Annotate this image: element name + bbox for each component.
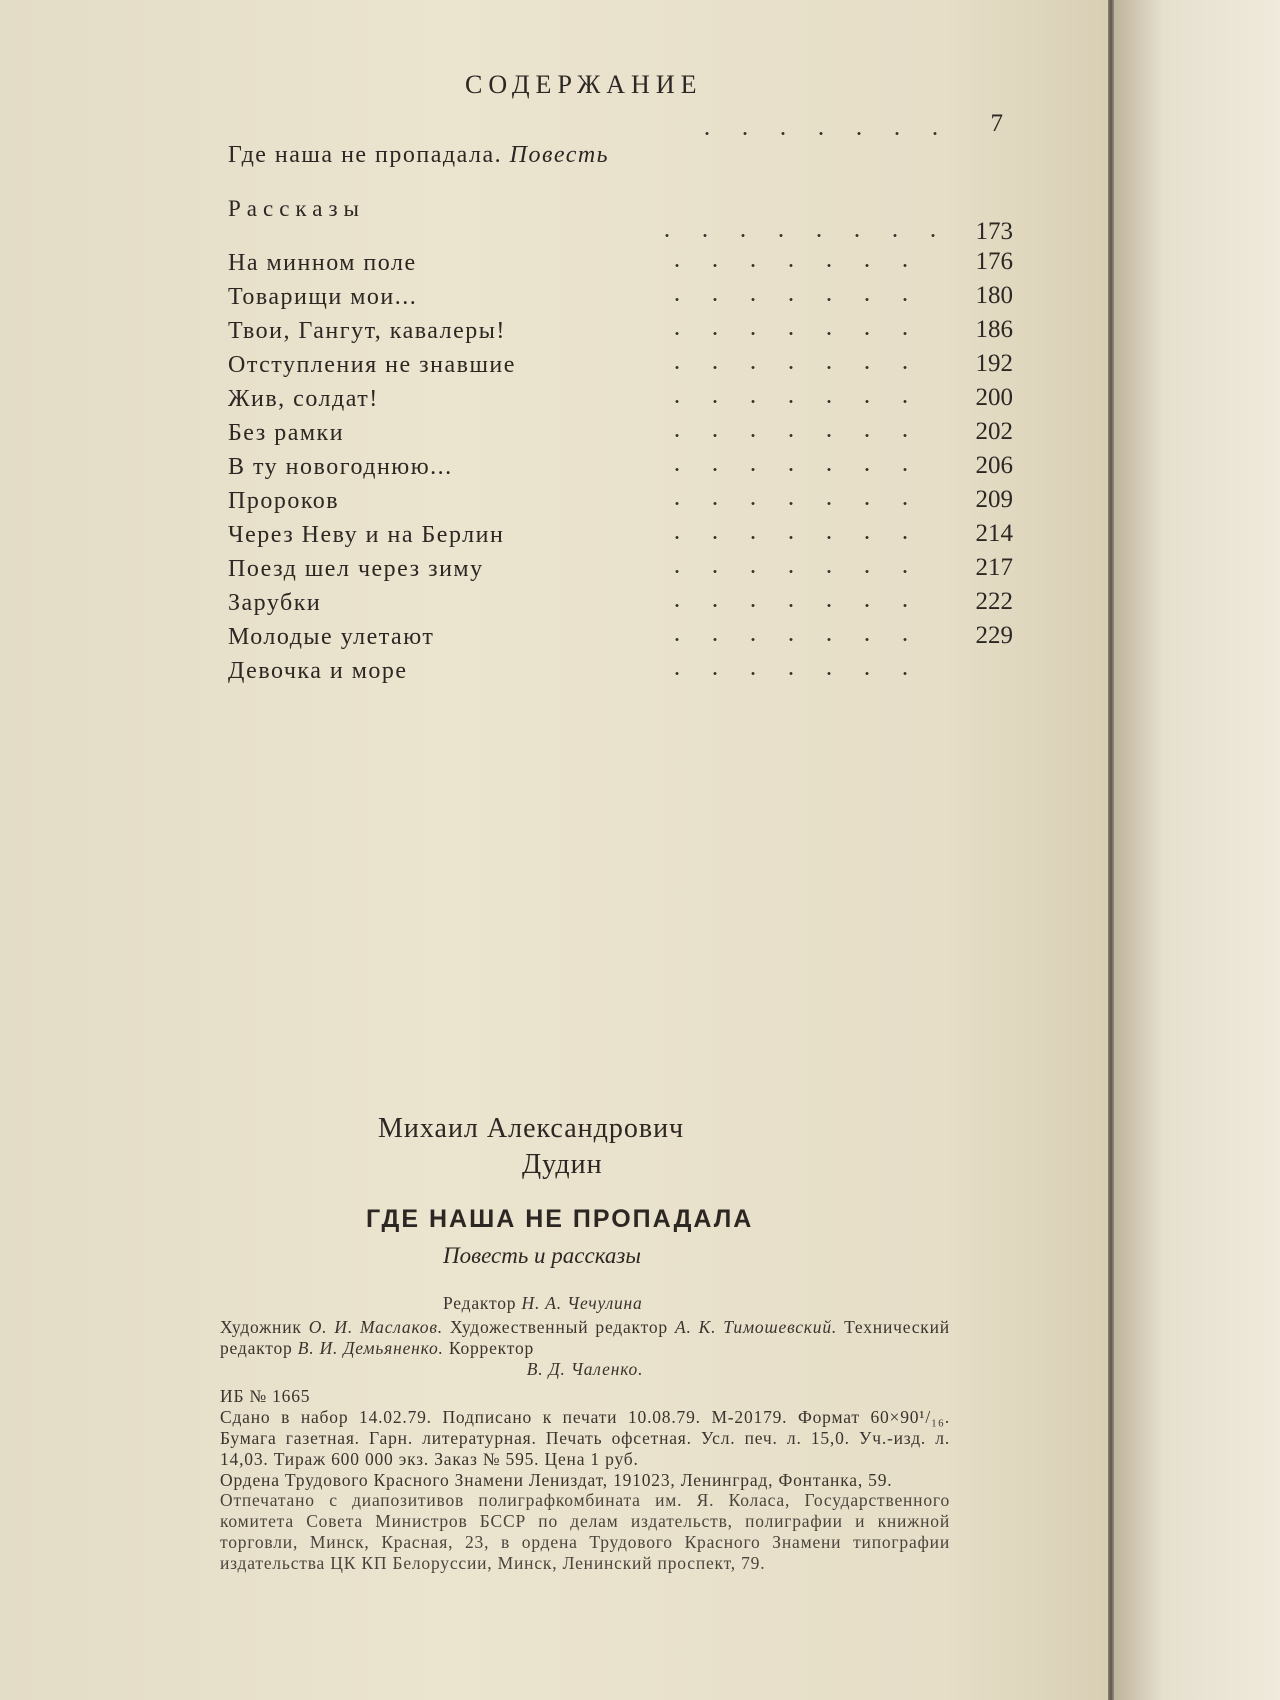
toc-entry xyxy=(228,318,1013,352)
book-title: ГДЕ НАША НЕ ПРОПАДАЛА xyxy=(366,1205,754,1233)
toc-page-number: 200 xyxy=(975,384,1013,411)
toc-entry-title: Пророков xyxy=(228,488,340,514)
toc-title: СОДЕРЖАНИЕ xyxy=(465,70,703,99)
ib-number: ИБ № 1665 xyxy=(220,1386,311,1406)
book-subtitle: Повесть и рассказы xyxy=(443,1243,641,1268)
toc-page-number: 202 xyxy=(975,418,1013,445)
toc-page-number: 186 xyxy=(975,316,1013,343)
publishing-details xyxy=(220,1386,950,1491)
toc-entry xyxy=(228,488,1013,522)
toc-entry xyxy=(228,658,1013,692)
dot-leader xyxy=(658,298,938,301)
toc-page-number: 222 xyxy=(975,588,1013,615)
toc-entry xyxy=(228,386,1013,420)
toc-section-row xyxy=(228,220,1013,254)
toc-page-number: 7 xyxy=(990,110,1003,137)
toc-entry xyxy=(228,250,1013,284)
printer-info: Отпечатано с диапозитивов полиграфкомбината им. Я. Коласа, Государственного комитета Совета Министров БССР по делам издательств, полиграфии и книжной торговли, Минск, Красная, 23, в ордена Трудового Красного Знамени типографии издательства ЦК КП Белоруссии, Минск, Ленинский проспект, 79. xyxy=(220,1490,950,1573)
toc-entry xyxy=(228,590,1013,624)
dot-leader xyxy=(658,366,938,369)
toc-page-number: 173 xyxy=(975,218,1013,245)
dot-leader xyxy=(658,434,938,437)
dot-leader xyxy=(648,234,938,237)
toc-entry-title: В ту новогоднюю... xyxy=(228,454,453,480)
toc-page-number: 209 xyxy=(975,486,1013,513)
dot-leader xyxy=(658,536,938,539)
toc-entry-title: Без рамки xyxy=(228,420,345,446)
dot-leader xyxy=(658,638,938,641)
toc-page-number: 176 xyxy=(975,248,1013,275)
toc-entry-title: Девочка и море xyxy=(228,658,408,684)
toc-page-number: 214 xyxy=(975,520,1013,547)
toc-entry-title: Молодые улетают xyxy=(228,624,435,650)
toc-entry xyxy=(228,522,1013,556)
toc-entry-title: Твои, Гангут, кавалеры! xyxy=(228,318,506,344)
toc-page-number: 217 xyxy=(975,554,1013,581)
author-surname: Дудин xyxy=(522,1149,603,1180)
toc-entry xyxy=(228,420,1013,454)
toc-entry-title: Поезд шел через зиму xyxy=(228,556,484,582)
dot-leader xyxy=(658,264,938,267)
toc-page-number: 206 xyxy=(975,452,1013,479)
toc-page-number: 229 xyxy=(975,622,1013,649)
facing-page-edge xyxy=(1114,0,1280,1700)
editor-credit: Редактор Н. А. Чечулина xyxy=(443,1293,643,1313)
dot-leader xyxy=(658,468,938,471)
toc-page-number: 192 xyxy=(975,350,1013,377)
dot-leader xyxy=(688,132,938,135)
print-specs: Сдано в набор 14.02.79. Подписано к печати 10.08.79. М-20179. Формат 60×90¹/₁₆. Бумага газетная. Гарн. литературная. Печать офсетная. Усл. печ. л. 15,0. Уч.-изд. л. 14,03. Тираж 600 000 экз. Заказ № 595. Цена 1 руб. xyxy=(220,1407,950,1469)
toc-entry-novella xyxy=(228,110,1013,168)
dot-leader xyxy=(658,672,938,675)
toc-entry-title: Зарубки xyxy=(228,590,322,616)
staff-credits: Художник О. И. Маслаков. Художественный редактор А. К. Тимошевский. Технический редактор В. И. Демьяненко. Корректор В. Д. Чаленко. xyxy=(220,1317,950,1379)
publisher-info: Ордена Трудового Красного Знамени Лениздат, 191023, Ленинград, Фонтанка, 59. xyxy=(220,1470,893,1490)
toc-page-number: 180 xyxy=(975,282,1013,309)
toc-entry-title: Жив, солдат! xyxy=(228,386,379,412)
toc-entry xyxy=(228,556,1013,590)
dot-leader xyxy=(658,604,938,607)
toc-entry-genre: Повесть xyxy=(509,142,610,168)
author-name: Михаил Александрович xyxy=(378,1113,685,1144)
dot-leader xyxy=(658,400,938,403)
toc-entry xyxy=(228,352,1013,386)
dot-leader xyxy=(658,502,938,505)
toc-entry xyxy=(228,624,1013,658)
toc-entry-title: На минном поле xyxy=(228,250,417,276)
toc-entry xyxy=(228,284,1013,318)
toc-entry-title: Товарищи мои... xyxy=(228,284,418,310)
toc-entry-title: Через Неву и на Берлин xyxy=(228,522,505,548)
toc-entry xyxy=(228,454,1013,488)
dot-leader xyxy=(658,570,938,573)
dot-leader xyxy=(658,332,938,335)
toc-entry-title: Отступления не знавшие xyxy=(228,352,516,378)
toc-section-title: Рассказы xyxy=(228,196,365,221)
toc-entry-title: Где наша не пропадала. Повесть xyxy=(228,142,610,168)
